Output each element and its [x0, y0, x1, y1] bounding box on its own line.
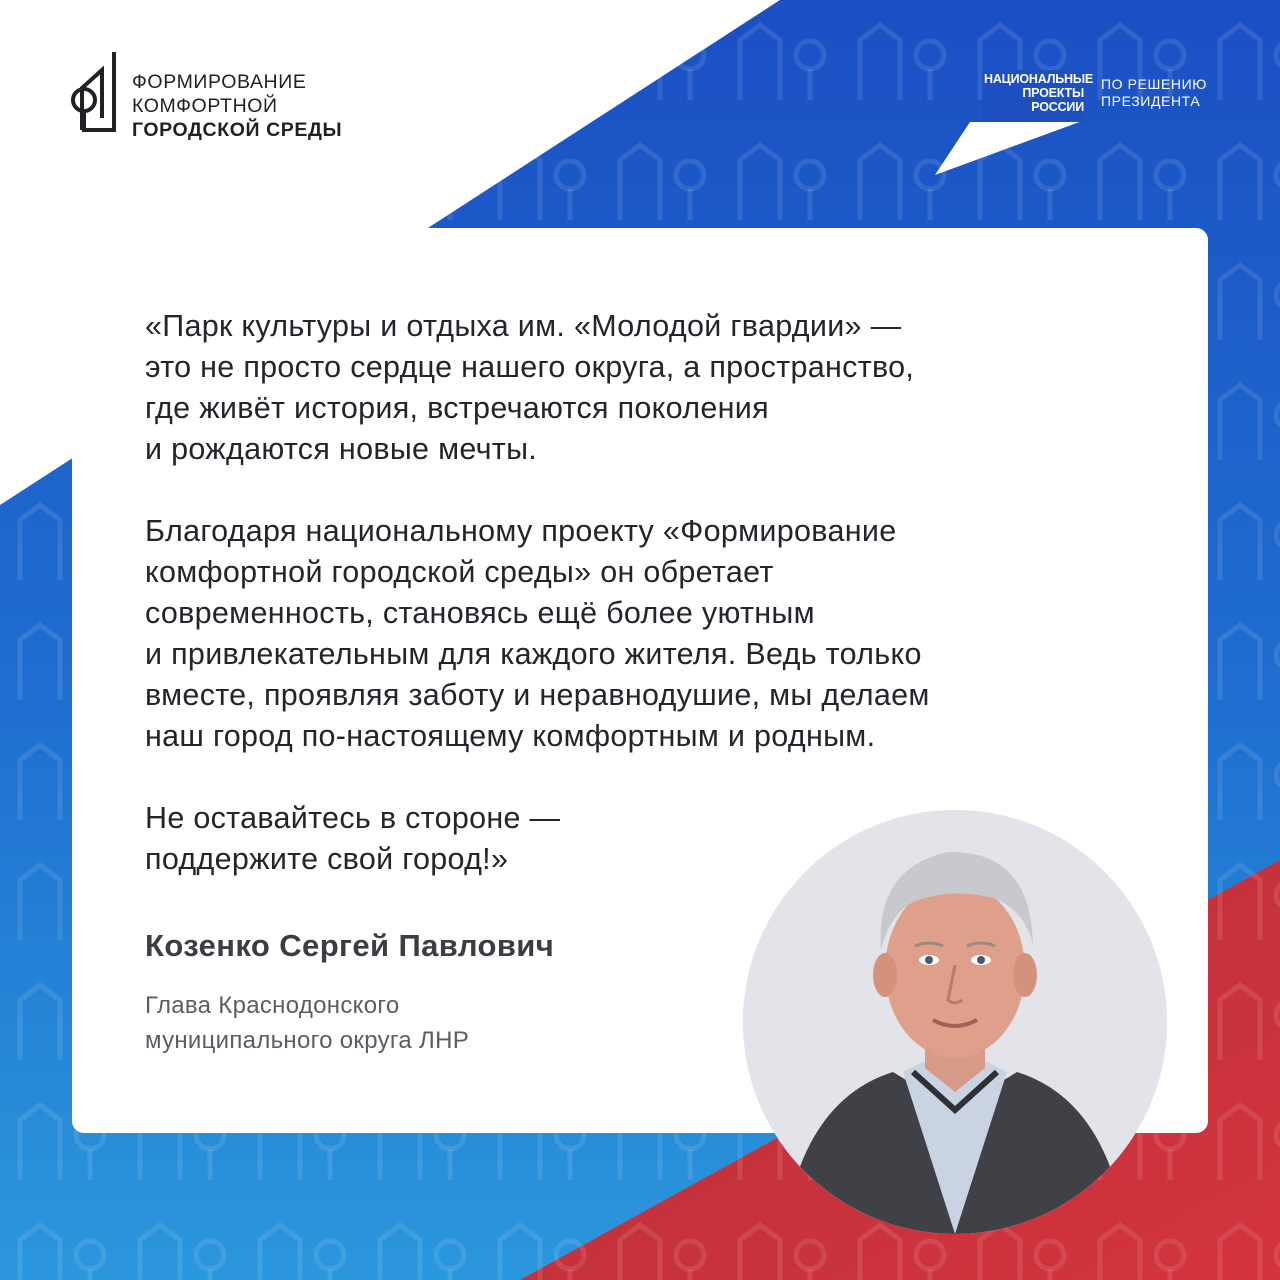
president-decision-text [1101, 76, 1207, 110]
portrait-photo-icon [743, 810, 1167, 1234]
np-line-3: РОССИИ [1031, 100, 1084, 114]
quote-paragraph-3: Не оставайтесь в стороне — поддержите свой город!» [145, 801, 561, 876]
city-environment-logo-text [132, 70, 342, 142]
city-environment-logo-icon [66, 48, 126, 138]
author-name: Козенко Сергей Павлович [145, 928, 555, 963]
logo-line-1: ФОРМИРОВАНИЕ [132, 71, 307, 93]
np-line-1: НАЦИОНАЛЬНЫЕ [984, 72, 1094, 86]
pres-line-2: ПРЕЗИДЕНТА [1101, 93, 1201, 109]
logo-line-2: КОМФОРТНОЙ [132, 95, 278, 117]
national-projects-badge-text [984, 72, 1094, 114]
quote-paragraph-1: «Парк культуры и отдыха им. «Молодой гвардии» — это не просто сердце нашего округа, а пространство, где живёт история, встречаются поколения и рождаются новые мечты. [145, 309, 915, 466]
np-line-2: ПРОЕКТЫ [1022, 86, 1084, 100]
pres-line-1: ПО РЕШЕНИЮ [1101, 76, 1208, 92]
author-role: Глава Краснодонского муниципального округа ЛНР [145, 992, 470, 1054]
logo-line-3: ГОРОДСКОЙ СРЕДЫ [132, 119, 343, 141]
quote-paragraph-2: Благодаря национальному проекту «Формирование комфортной городской среды» он обретает современность, становясь ещё более уютным и привлекательным для каждого жителя. Ведь только вместе, проявляя заботу и неравнодушие, мы делаем наш город по-настоящему комфортным и родным. [145, 514, 930, 753]
